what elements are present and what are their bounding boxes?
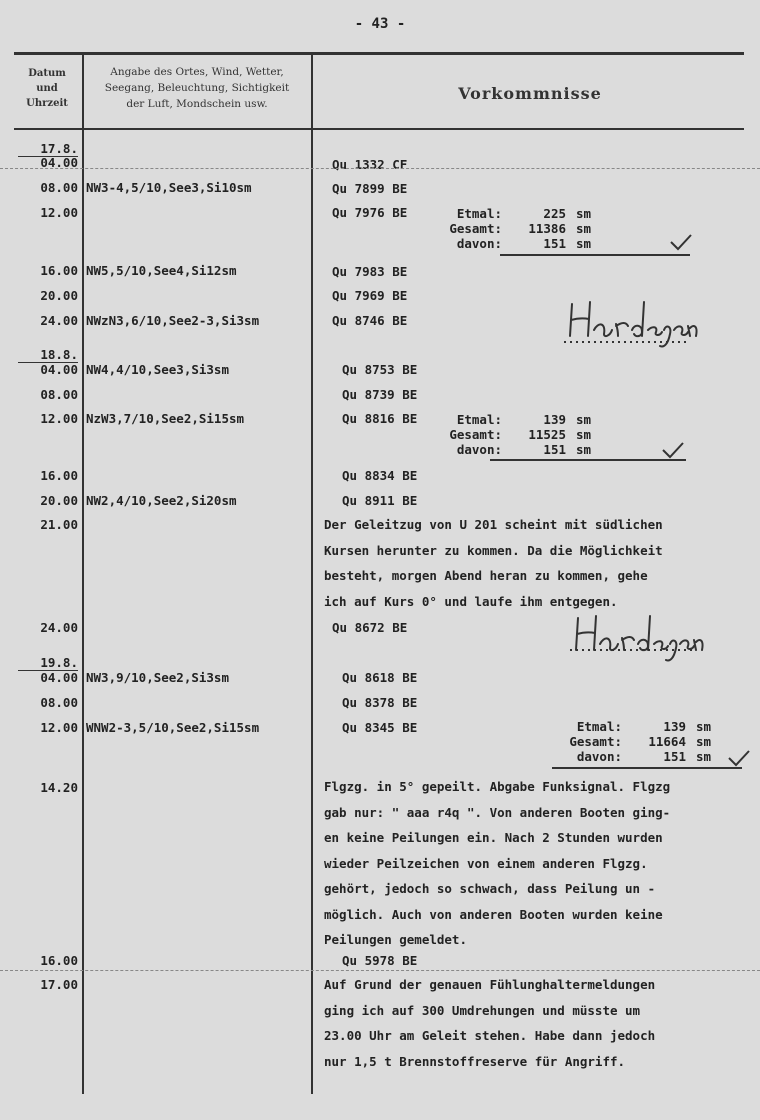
gesamt-value: 11386 [528, 221, 566, 236]
entry-weather: NW3,9/10,See2,Si3sm [86, 670, 229, 685]
davon-value: 151 [663, 749, 686, 764]
entry-position: Qu 8753 BE [342, 362, 418, 377]
gesamt-label: Gesamt: [569, 734, 622, 749]
unit: sm [576, 442, 592, 457]
unit: sm [696, 749, 712, 764]
unit: sm [696, 719, 712, 734]
entry-time: 16.00 [40, 468, 78, 483]
entry-position: Qu 8672 BE [332, 620, 408, 635]
page-number: - 43 - [354, 16, 406, 32]
entry-position: Qu 8746 BE [332, 313, 408, 328]
entry-position: Qu 8378 BE [342, 695, 418, 710]
davon-label: davon: [576, 749, 622, 764]
entry-time: 20.00 [40, 288, 78, 303]
etmal-label: Etmal: [576, 719, 622, 734]
remark-1420: Flgzg. in 5° gepeilt. Abgabe Funksignal. Flgzg gab nur: " aaa r4q ". Von anderen Booten ging- en keine Peilungen ein. Nach 2 Stunden wurden wieder Peilzeichen von einem anderen Flgzg. gehört, jedoch so schwach, dass Peilung un - möglich. Auch von anderen Booten wurden keine Peilungen gemeldet. [324, 779, 671, 947]
header-vorkommnisse: Vorkommnisse [458, 84, 602, 103]
entry-time: 08.00 [40, 695, 78, 710]
entry-weather: NW3-4,5/10,See3,Si10sm [86, 180, 252, 195]
entry-time: 16.00 [40, 953, 78, 968]
entry-position: Qu 8816 BE [342, 411, 418, 426]
check-mark-icon [668, 232, 694, 256]
column-divider-1 [82, 54, 84, 1094]
entry-time: 12.00 [40, 205, 78, 220]
entry-time: 16.00 [40, 263, 78, 278]
top-rule [14, 52, 744, 55]
etmal-value: 225 [543, 206, 566, 221]
entry-position: Qu 1332 CF [332, 157, 408, 172]
check-mark-icon [726, 748, 752, 772]
entry-weather: WNW2-3,5/10,See2,Si15sm [86, 720, 260, 735]
entry-time: 20.00 [40, 493, 78, 508]
davon-label: davon: [456, 236, 502, 251]
entry-position: Qu 8834 BE [342, 468, 418, 483]
gesamt-value: 11525 [528, 427, 566, 442]
entry-position: Qu 7969 BE [332, 288, 408, 303]
check-mark-icon [660, 440, 686, 464]
summary-underline [500, 254, 690, 256]
entry-weather: NzW3,7/10,See2,Si15sm [86, 411, 245, 426]
entry-position: Qu 8345 BE [342, 720, 418, 735]
davon-value: 151 [543, 236, 566, 251]
entry-time: 04.00 [40, 155, 78, 170]
date-label: 18.8. [40, 347, 78, 362]
entry-time: 21.00 [40, 517, 78, 532]
header-datum: Datum und Uhrzeit [26, 68, 68, 109]
entry-weather: NWzN3,6/10,See2-3,Si3sm [86, 313, 260, 328]
unit: sm [576, 412, 592, 427]
unit: sm [576, 427, 592, 442]
entry-weather: NW5,5/10,See4,Si12sm [86, 263, 237, 278]
etmal-value: 139 [543, 412, 566, 427]
header-angabe: Angabe des Ortes, Wind, Wetter, Seegang, Beleuchtung, Sichtigkeit der Luft, Mondschein usw. [104, 66, 290, 110]
gesamt-label: Gesamt: [449, 427, 502, 442]
summary-underline [552, 767, 742, 769]
daily-summary [430, 206, 616, 251]
entry-weather: NW2,4/10,See2,Si20sm [86, 493, 237, 508]
entry-position: Qu 8911 BE [342, 493, 418, 508]
entry-time: 24.00 [40, 313, 78, 328]
entry-time: 08.00 [40, 387, 78, 402]
davon-value: 151 [543, 442, 566, 457]
entry-position: Qu 7976 BE [332, 205, 408, 220]
entry-time: 24.00 [40, 620, 78, 635]
remark-1700: Auf Grund der genauen Fühlunghaltermeldungen ging ich auf 300 Umdrehungen und müsste um 23.00 Uhr am Geleit stehen. Habe dann jedoch nur 1,5 t Brennstoffreserve für Angriff. [324, 977, 656, 1069]
header-bottom-rule [14, 128, 744, 130]
entry-position: Qu 5978 BE [342, 953, 418, 968]
unit: sm [576, 206, 592, 221]
unit: sm [576, 221, 592, 236]
entry-position: Qu 8618 BE [342, 670, 418, 685]
entry-time: 08.00 [40, 180, 78, 195]
daily-summary [430, 412, 616, 457]
entry-time: 12.00 [40, 720, 78, 735]
signature-hardegen [560, 296, 700, 356]
date-label: 19.8. [40, 655, 78, 670]
davon-label: davon: [456, 442, 502, 457]
etmal-value: 139 [663, 719, 686, 734]
entry-time: 14.20 [40, 780, 78, 795]
gesamt-value: 11664 [648, 734, 686, 749]
entry-time: 04.00 [40, 670, 78, 685]
unit: sm [576, 236, 592, 251]
daily-summary [550, 719, 736, 764]
remark-2100: Der Geleitzug von U 201 scheint mit südlichen Kursen herunter zu kommen. Da die Möglichkeit besteht, morgen Abend heran zu kommen, gehe ich auf Kurs 0° und laufe ihm entgegen. [324, 517, 663, 609]
etmal-label: Etmal: [456, 412, 502, 427]
entry-position: Qu 8739 BE [342, 387, 418, 402]
column-divider-2 [311, 54, 313, 1094]
gesamt-label: Gesamt: [449, 221, 502, 236]
entry-time: 17.00 [40, 977, 78, 992]
entry-time: 12.00 [40, 411, 78, 426]
paper-fold [0, 168, 760, 170]
date-label: 17.8. [40, 141, 78, 156]
entry-position: Qu 7899 BE [332, 181, 408, 196]
unit: sm [696, 734, 712, 749]
entry-weather: NW4,4/10,See3,Si3sm [86, 362, 229, 377]
entry-time: 04.00 [40, 362, 78, 377]
signature-hardegen [566, 610, 706, 670]
entry-position: Qu 7983 BE [332, 264, 408, 279]
summary-underline [490, 459, 686, 461]
etmal-label: Etmal: [456, 206, 502, 221]
